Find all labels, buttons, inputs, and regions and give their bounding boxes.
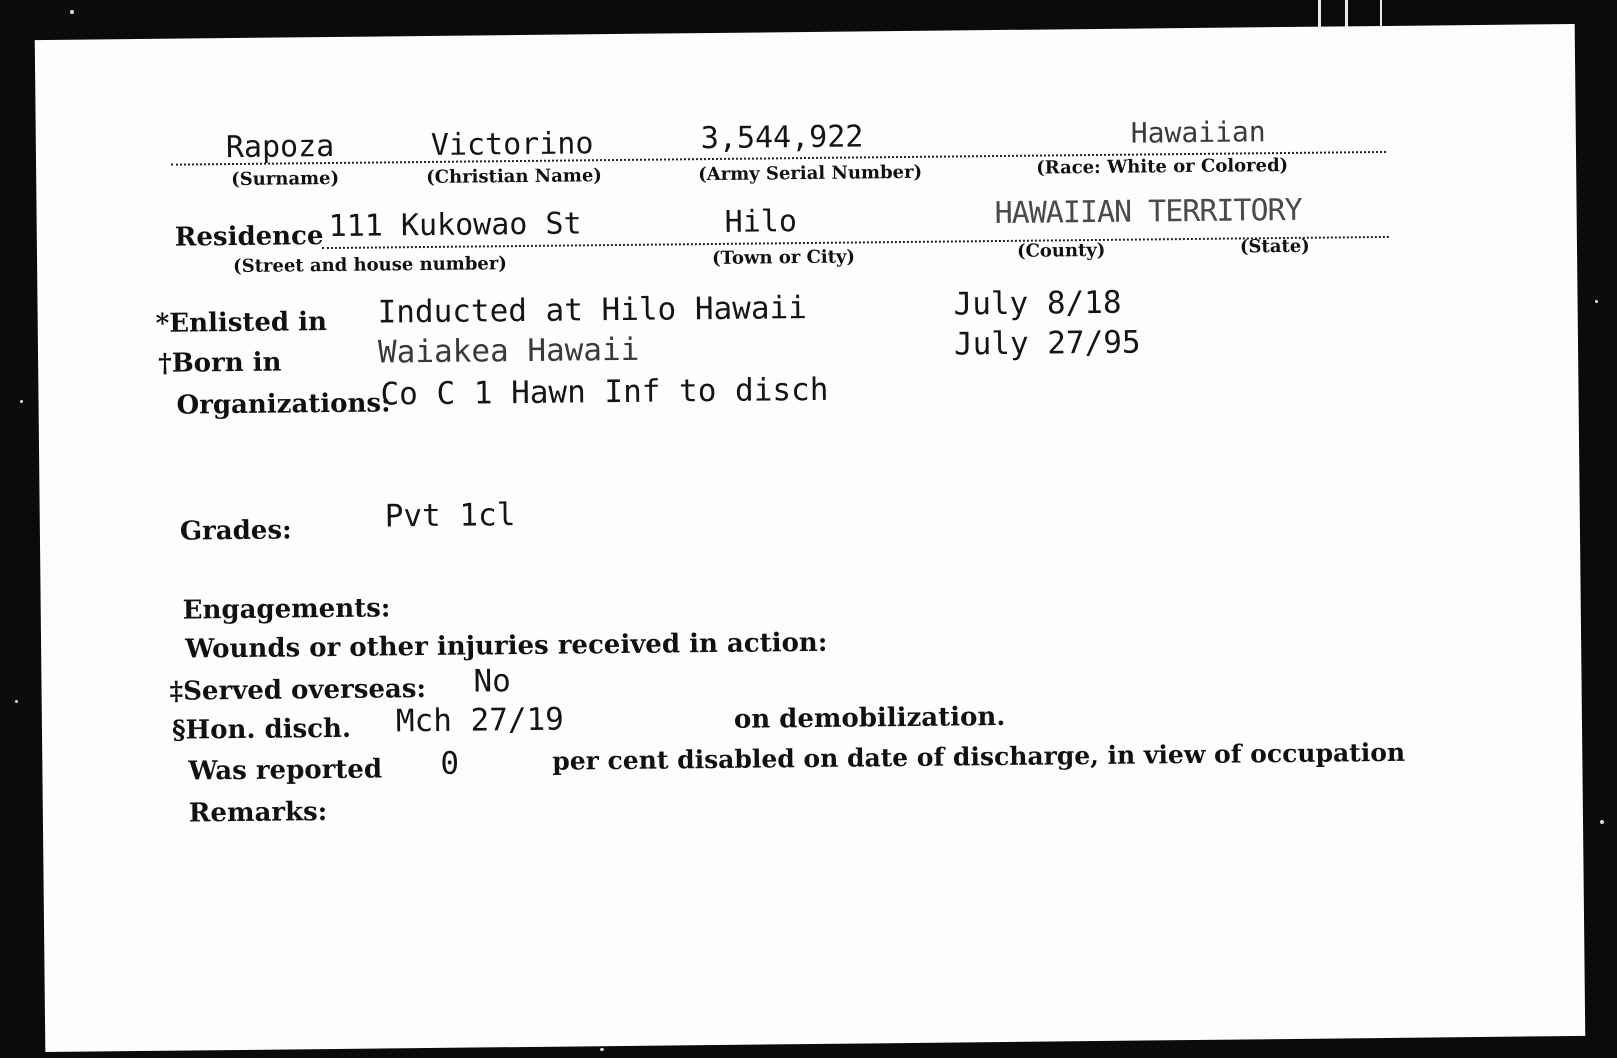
state-label: (State) (1239, 235, 1310, 258)
christian-name-label: (Christian Name) (426, 165, 602, 188)
dust-speck (600, 1048, 604, 1051)
grades-label: Grades: (179, 515, 292, 547)
record-card (35, 24, 1586, 1052)
race-value: Hawaiian (1130, 115, 1266, 150)
residence-label: Residence (174, 221, 324, 253)
enlisted-place-value: Inducted at Hilo Hawaii (377, 290, 808, 331)
grades-value: Pvt 1cl (384, 497, 516, 535)
remarks-label: Remarks: (188, 797, 328, 829)
organizations-value: Co C 1 Hawn Inf to disch (380, 371, 829, 413)
served-overseas-label: ‡Served overseas: (169, 674, 427, 707)
town-label: (Town or City) (711, 246, 856, 270)
street-label: (Street and house number) (233, 253, 507, 278)
town-value: Hilo (724, 204, 798, 240)
born-place-value: Waiakea Hawaii (377, 331, 640, 371)
dust-speck (15, 700, 18, 703)
film-edge-line (1318, 0, 1321, 30)
surname-label: (Surname) (231, 167, 340, 191)
surname-value: Rapoza (225, 128, 335, 166)
dust-speck (20, 400, 23, 403)
disabled-percent-value: 0 (440, 745, 460, 782)
disabled-suffix: per cent disabled on date of discharge, in view of occupation (552, 737, 1406, 776)
hon-disch-date-value: Mch 27/19 (395, 701, 565, 740)
hon-disch-label: §Hon. disch. (171, 713, 352, 746)
born-label: †Born in (157, 347, 282, 379)
dust-speck (1600, 820, 1604, 824)
serial-number-label: (Army Serial Number) (698, 161, 923, 186)
hon-disch-suffix: on demobilization. (733, 701, 1006, 735)
enlisted-label: *Enlisted in (155, 307, 328, 339)
street-value: 111 Kukowao St (328, 206, 582, 245)
served-overseas-value: No (473, 663, 511, 700)
serial-number-value: 3,544,922 (700, 119, 864, 157)
born-date-value: July 27/95 (953, 324, 1141, 363)
engagements-label: Engagements: (182, 593, 391, 626)
enlisted-date-value: July 8/18 (953, 284, 1122, 323)
christian-name-value: Victorino (430, 126, 594, 163)
county-label: (County) (1016, 239, 1106, 262)
county-state-value: HAWAIIAN TERRITORY (994, 192, 1302, 232)
wounds-label: Wounds or other injuries received in action: (184, 627, 828, 665)
was-reported-label: Was reported (188, 754, 383, 787)
dust-speck (1595, 300, 1598, 303)
dust-speck (70, 10, 74, 14)
race-label: (Race: White or Colored) (1036, 154, 1289, 179)
organizations-label: Organizations: (176, 388, 391, 421)
